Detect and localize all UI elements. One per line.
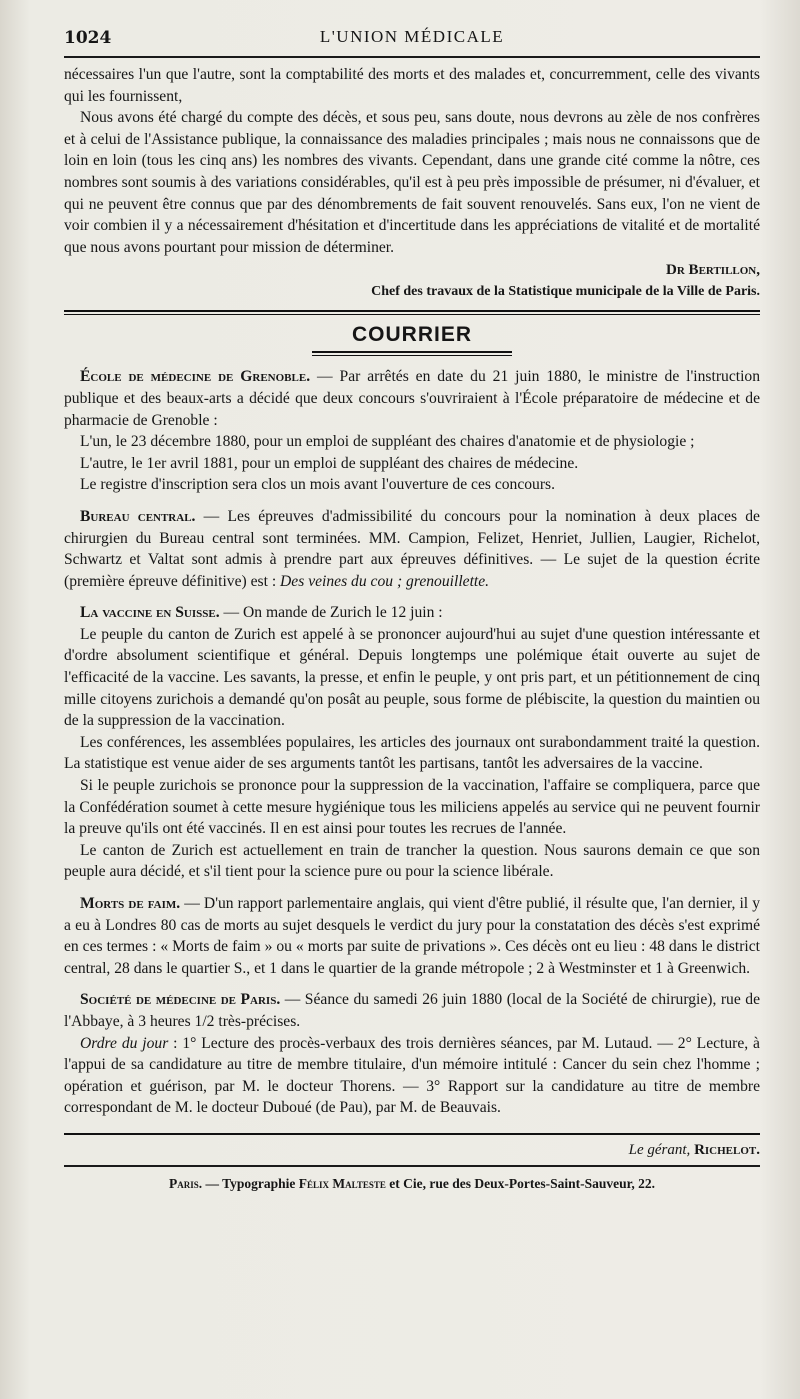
page-number: 1024 — [64, 28, 112, 48]
news-paragraph: Les conférences, les assemblées populaires, les articles des journaux ont surabondamment traité la question. La statistique est venue aider de ses arguments tantôt les partisans, tantôt les adversaires de la vaccine. — [64, 733, 760, 773]
news-item-heading: Société de médecine de Paris. — [80, 991, 281, 1009]
printer-name: Félix Malteste — [298, 1175, 386, 1191]
journal-title: L'UNION MÉDICALE — [319, 27, 505, 46]
news-paragraph — [64, 366, 760, 431]
section-title: COURRIER — [351, 323, 472, 347]
printer-rule — [64, 1165, 760, 1167]
news-item-text: — Les épreuves d'admissibilité du concours pour la nomination à deux places de chirurgien du Bureau central sont terminées. MM. Campion, Felizet, Henriet, Jullien, Laugier, Richelot, Schwartz et Valtat sont admis à prendre part aux épreuves définitives. — Le sujet de la question écrite (première épreuve définitive) est : — [64, 507, 760, 590]
news-item — [64, 893, 760, 979]
news-item-text: — Par arrêtés en date du 21 juin 1880, le ministre de l'instruction publique et des beaux-arts a décidé que deux concours s'ouvriraient à l'École préparatoire de médecine et de pharmacie de Grenoble : — [64, 368, 760, 429]
news-paragraph — [64, 893, 760, 979]
signature-title: Chef des travaux de la Statistique municipale de la Ville de Paris. — [371, 284, 760, 300]
manager-line — [64, 1135, 760, 1165]
news-paragraph: Le canton de Zurich est actuellement en train de trancher la question. Nous saurons demain ce que son peuple aura décidé, et s'il tient pour la science pure ou pour la science libérale. — [64, 841, 760, 881]
news-item-text: — Séance du samedi 26 juin 1880 (local de la Société de chirurgie), rue de l'Abbaye, à 3 heures 1/2 très-précises. — [64, 991, 760, 1030]
news-item-heading: La vaccine en Suisse. — [80, 604, 220, 622]
section-divider — [64, 310, 760, 315]
running-head — [64, 18, 760, 48]
manager-label: Le gérant, — [628, 1141, 691, 1158]
news-item-heading: Bureau central. — [80, 507, 196, 525]
printer-line — [64, 1171, 760, 1197]
title-rule — [312, 351, 512, 356]
signature-name: Dr Bertillon, — [666, 262, 760, 279]
news-item-heading: École de médecine de Grenoble. — [80, 368, 311, 386]
news-paragraph: L'autre, le 1er avril 1881, pour un emploi de suppléant des chaires de médecine. — [80, 454, 579, 472]
news-paragraph: Le registre d'inscription sera clos un mois avant l'ouverture de ces concours. — [80, 476, 556, 494]
printer-address: et Cie, rue des Deux-Portes-Saint-Sauveur, 22. — [385, 1175, 655, 1191]
printer-city: Paris. — [169, 1175, 203, 1191]
signature — [64, 260, 760, 281]
header-rule — [64, 56, 760, 58]
news-item-text: — D'un rapport parlementaire anglais, qui vient d'être publié, il résulte que, l'an dernier, il y a eu à Londres 80 cas de morts au sujet desquels le verdict du jury pour la constatation des décès s'est exprimé en ces termes : « Morts de faim » ou « morts par suite de privations ». Ces décès ont eu lieu : 48 dans le district central, 28 dans le quartier S., et 1 dans le quartier de la grande métropole ; 2 à Westminster et 1 à Greenwich. — [64, 895, 760, 977]
news-item — [64, 366, 760, 496]
news-item — [64, 989, 760, 1119]
news-item-italic: Des veines du cou ; grenouillette. — [280, 572, 490, 590]
news-paragraph: Le peuple du canton de Zurich est appelé à se prononcer aujourd'hui au sujet d'une question intéressante et d'ordre absolument scientifique et général. Depuis longtemps une polémique était ouverte au sujet de l'efficacité de la vaccine. Les savants, la presse, et enfin le peuple, y ont pris part, et un pétitionnement de cinq mille citoyens zurichois a demandé qu'on posât au peuple, sous forme de plébiscite, la question du maintien ou de la suppression de la vaccination. — [64, 625, 760, 730]
agenda-label: Ordre du jour — [80, 1034, 169, 1052]
news-paragraph — [64, 506, 760, 592]
agenda-text: : 1° Lecture des procès-verbaux des trois dernières séances, par M. Lutaud. — 2° Lecture, à l'appui de sa candidature au titre de membre titulaire, d'un mémoire intitulé : Cancer du sein chez l'homme ; opération et guérison, par M. le docteur Thorens. — 3° Rapport sur la candidature au titre de membre correspondant de M. le docteur Duboué (de Pau), par M. de Beauvais. — [64, 1034, 760, 1117]
printer-text: — Typographie — [202, 1175, 299, 1191]
news-item — [64, 506, 760, 592]
news-item-heading: Morts de faim. — [80, 895, 181, 912]
news-paragraph: L'un, le 23 décembre 1880, pour un emploi de suppléant des chaires d'anatomie et de physiologie ; — [80, 433, 695, 451]
news-paragraph — [64, 989, 760, 1032]
article-paragraph: Nous avons été chargé du compte des décès, et sous peu, sans doute, nous devrons au zèle de nos confrères et à celui de l'Assistance publique, la connaissance des maladies principales ; mais nous ne connaissons que de loin en loin (tous les cinq ans) les nombres des vivants. Cependant, dans une grande cité comme la nôtre, ces nombres sont soumis à des variations considérables, qu'il est à peu près impossible de présumer, ni d'évaluer, et qui ne peuvent être connus que par des dénombrements de fait souvent renouvelés. Sans eux, l'on ne vient de voir combien il y a nécessairement d'hésitation et d'incertitude dans les appréciations de vitalité et de mortalité que nous avons pourtant pour mission de déterminer. — [64, 109, 760, 256]
news-item-text: — On mande de Zurich le 12 juin : — [219, 604, 443, 622]
manager-name: Richelot. — [694, 1141, 760, 1158]
news-paragraph: Si le peuple zurichois se prononce pour la suppression de la vaccination, l'affaire se compliquera, parce que la Confédération soumet à cette mesure hygiénique tous les miliciens appelés au service qui ne peuvent fournir la preuve qu'ils ont été vaccinés. Il en est ainsi pour toutes les recrues de l'année. — [64, 777, 760, 838]
news-item — [64, 602, 760, 883]
news-paragraph — [64, 602, 760, 624]
news-paragraph — [64, 1033, 760, 1119]
article-paragraph: nécessaires l'un que l'autre, sont la comptabilité des morts et des malades et, concurremment, celle des vivants qui les fournissent, — [64, 66, 760, 105]
